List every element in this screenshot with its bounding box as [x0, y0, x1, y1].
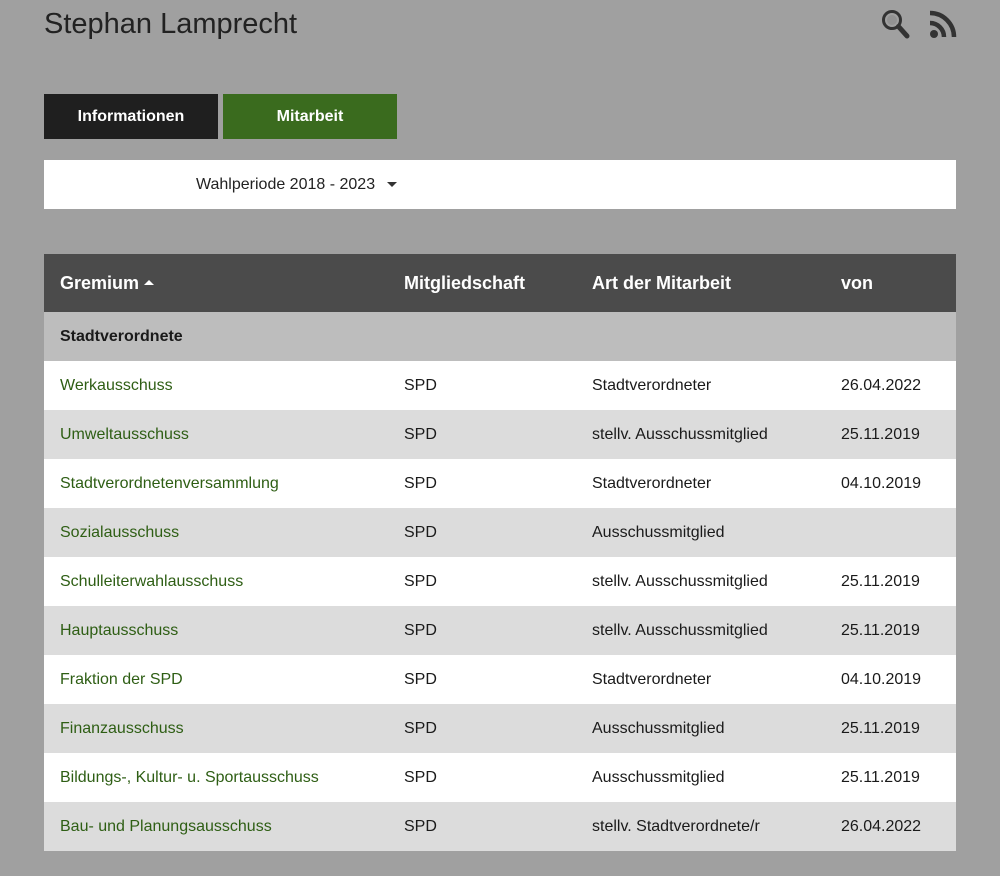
cell-von: 25.11.2019 — [825, 410, 956, 459]
cell-mitgliedschaft: SPD — [388, 704, 576, 753]
caret-down-icon — [387, 182, 397, 187]
table-row — [44, 704, 956, 753]
table-row — [44, 508, 956, 557]
cell-von: 26.04.2022 — [825, 802, 956, 851]
membership-table — [44, 254, 956, 851]
cell-von: 04.10.2019 — [825, 459, 956, 508]
cell-von: 25.11.2019 — [825, 704, 956, 753]
gremium-link[interactable]: Stadtverordnetenversammlung — [60, 474, 279, 492]
gremium-link[interactable]: Finanzausschuss — [60, 719, 184, 737]
sort-ascending-icon — [144, 280, 154, 285]
tab-mitarbeit[interactable]: Mitarbeit — [223, 94, 397, 139]
rss-icon[interactable] — [928, 8, 958, 40]
gremium-link[interactable]: Umweltausschuss — [60, 425, 189, 443]
table-row — [44, 753, 956, 802]
cell-mitgliedschaft: SPD — [388, 361, 576, 410]
search-icon[interactable] — [880, 8, 910, 40]
column-header-art[interactable]: Art der Mitarbeit — [576, 254, 825, 312]
gremium-link[interactable]: Schulleiterwahlausschuss — [60, 572, 244, 590]
cell-mitgliedschaft: SPD — [388, 606, 576, 655]
table-row — [44, 459, 956, 508]
column-header-label: Gremium — [60, 272, 140, 293]
period-dropdown-label: Wahlperiode 2018 - 2023 — [196, 175, 376, 193]
cell-mitgliedschaft: SPD — [388, 410, 576, 459]
cell-art: Ausschussmitglied — [576, 508, 825, 557]
cell-von: 04.10.2019 — [825, 655, 956, 704]
cell-von: 26.04.2022 — [825, 361, 956, 410]
cell-art: Stadtverordneter — [576, 459, 825, 508]
gremium-link[interactable]: Bau- und Planungsausschuss — [60, 817, 272, 835]
cell-art: stellv. Ausschussmitglied — [576, 606, 825, 655]
cell-von — [825, 508, 956, 557]
table-row — [44, 802, 956, 851]
table-row — [44, 410, 956, 459]
table-row — [44, 557, 956, 606]
cell-art: Stadtverordneter — [576, 361, 825, 410]
cell-mitgliedschaft: SPD — [388, 753, 576, 802]
period-dropdown[interactable] — [196, 160, 397, 209]
table-row — [44, 361, 956, 410]
cell-mitgliedschaft: SPD — [388, 655, 576, 704]
period-filter-bar — [44, 160, 956, 209]
column-header-gremium[interactable] — [44, 254, 388, 312]
cell-art: Ausschussmitglied — [576, 753, 825, 802]
table-row — [44, 606, 956, 655]
table-header-row — [44, 254, 956, 312]
gremium-link[interactable]: Werkausschuss — [60, 376, 173, 394]
cell-von: 25.11.2019 — [825, 753, 956, 802]
page-title: Stephan Lamprecht — [44, 8, 298, 40]
cell-von: 25.11.2019 — [825, 557, 956, 606]
cell-art: Ausschussmitglied — [576, 704, 825, 753]
cell-art: stellv. Ausschussmitglied — [576, 410, 825, 459]
cell-art: Stadtverordneter — [576, 655, 825, 704]
cell-mitgliedschaft: SPD — [388, 508, 576, 557]
table-row — [44, 655, 956, 704]
cell-mitgliedschaft: SPD — [388, 557, 576, 606]
cell-mitgliedschaft: SPD — [388, 459, 576, 508]
column-header-von[interactable]: von — [825, 254, 956, 312]
cell-art: stellv. Stadtverordnete/r — [576, 802, 825, 851]
tab-bar — [44, 94, 397, 139]
tab-informationen[interactable]: Informationen — [44, 94, 218, 139]
group-row — [44, 312, 956, 361]
cell-mitgliedschaft: SPD — [388, 802, 576, 851]
group-label: Stadtverordnete — [44, 312, 956, 361]
gremium-link[interactable]: Bildungs-, Kultur- u. Sportausschuss — [60, 768, 319, 786]
gremium-link[interactable]: Fraktion der SPD — [60, 670, 183, 688]
column-header-mitgliedschaft[interactable]: Mitgliedschaft — [388, 254, 576, 312]
gremium-link[interactable]: Hauptausschuss — [60, 621, 179, 639]
header-icons — [880, 8, 958, 40]
cell-von: 25.11.2019 — [825, 606, 956, 655]
cell-art: stellv. Ausschussmitglied — [576, 557, 825, 606]
gremium-link[interactable]: Sozialausschuss — [60, 523, 180, 541]
